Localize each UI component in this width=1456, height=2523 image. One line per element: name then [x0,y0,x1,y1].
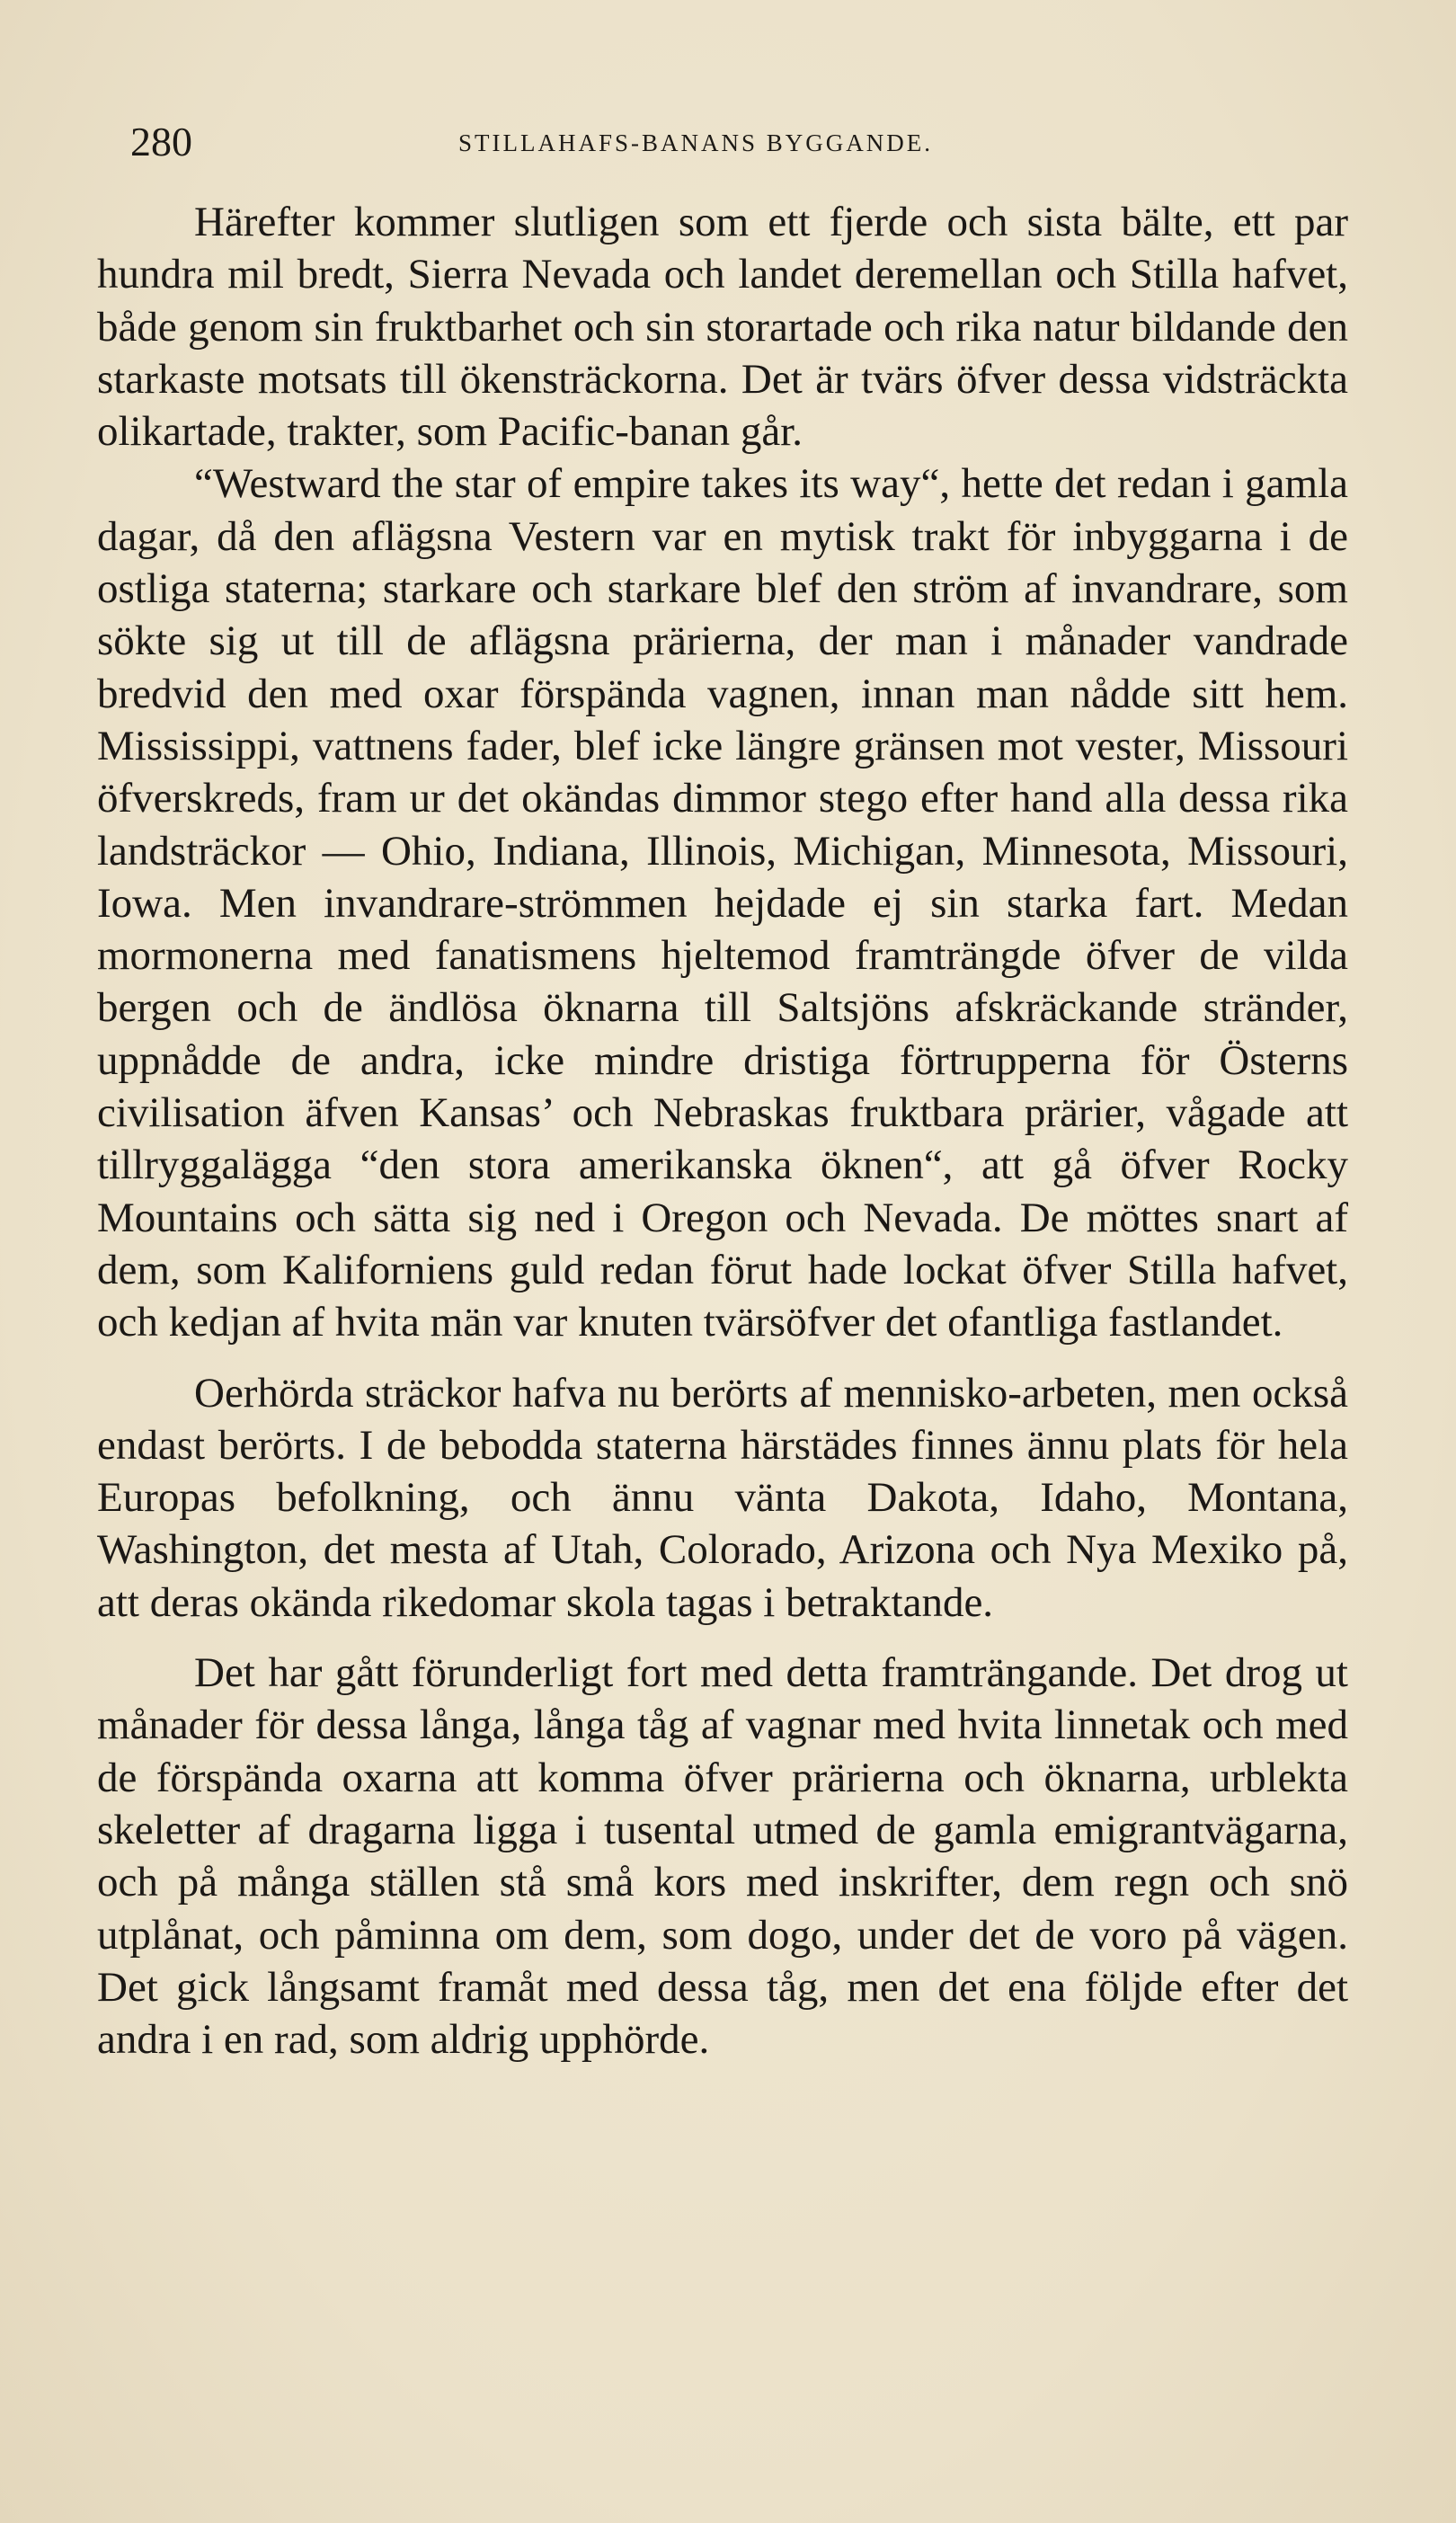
body-text [97,196,1348,2065]
running-title: STILLAHAFS-BANANS BYGGANDE. [458,129,934,156]
paragraph-4: Det har gått förunderligt fort med detta framträngande. Det drog ut månader för dessa långa, långa tåg af vagnar med hvita linnetak och med de förspända oxarna att komma öfver prärierna och öknarna, urblekta skeletter af dragarna ligga i tusental utmed de gamla emigrantvägarna, och på många ställen stå små kors med inskrifter, dem regn och snö utplånat, och påminna om dem, som dogo, under det de voro på vägen. Det gick långsamt framåt med dessa tåg, men det ena följde efter det andra i en rad, som aldrig upphörde. [97,1649,1348,2064]
paragraph-2: “Westward the star of empire takes its way“, hette det redan i gamla dagar, då den aflägsna Vestern var en mytisk trakt för inbyggarna i de ostliga staterna; starkare och starkare blef den ström af invandrare, som sökte sig ut till de aflägsna prärierna, der man i månader vandrade bredvid den med oxar förspända vagnen, innan man nådde sitt hem. Mississippi, vattnens fader, blef icke längre gränsen mot vester, Missouri öfverskreds, fram ur det okändas dimmor stego efter hand alla dessa rika landsträckor — Ohio, Indiana, Illinois, Michigan, Minnesota, Missouri, Iowa. Men invandrare-strömmen hejdade ej sin starka fart. Medan mormonerna med fanatismens hjeltemod framträngde öfver de vilda bergen och de ändlösa öknarna till Saltsjöns afskräckande stränder, uppnådde de andra, icke mindre dristiga förtrupperna för Österns civilisation äfven Kansas’ och Nebraskas fruktbara prärier, vågade att tillryggalägga “den stora amerikanska öknen“, att gå öfver Rocky Mountains och sätta sig ned i Oregon och Nevada. De möttes snart af dem, som Kaliforniens guld redan förut hade lockat öfver Stilla hafvet, och kedjan af hvita män var knuten tvärsöfver det ofantliga fastlandet. [97,460,1348,1346]
page-number: 280 [130,119,192,164]
paragraph-3: Oerhörda sträckor hafva nu berörts af mennisko-arbeten, men också endast berörts. I de bebodda staterna härstädes finnes ännu plats för hela Europas befolkning, och ännu vänta Dakota, Idaho, Montana, Washington, det mesta af Utah, Colorado, Arizona och Nya Mexiko på, att deras okända rikedomar skola tagas i betraktande. [97,1369,1348,1626]
paragraph-1: Härefter kommer slutligen som ett fjerde och sista bälte, ett par hundra mil bredt, Sierra Nevada och landet deremellan och Stilla hafvet, både genom sin fruktbarhet och sin storartade och rika natur bildande den starkaste motsats till ökensträckorna. Det är tvärs öfver dessa vidsträckta olikartade, trakter, som Pacific-banan går. [97,199,1348,456]
page-header [130,115,1335,169]
